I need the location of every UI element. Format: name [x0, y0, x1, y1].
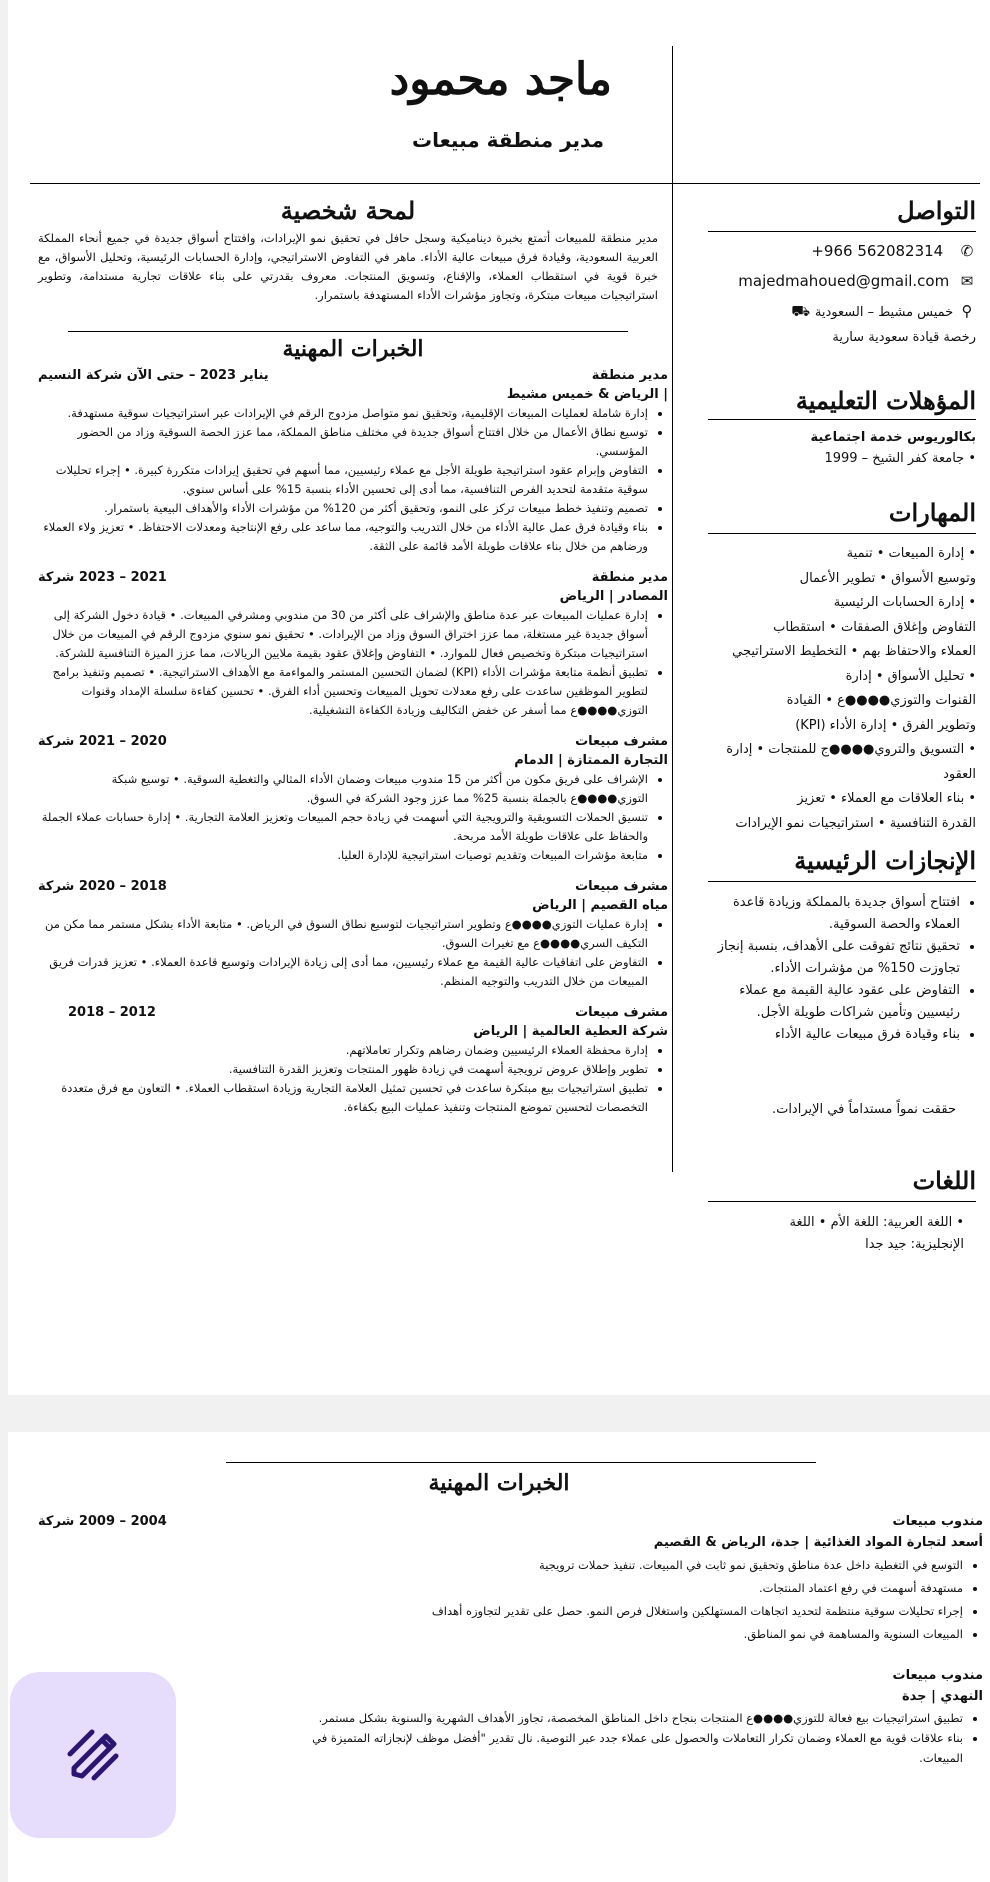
- job-bullet: • تطبيق أنظمة متابعة مؤشرات الأداء (KPI) لضمان التحسين المستمر والمواءمة مع الأهداف الاستراتيجية. • تصميم وتنفيذ برامج لتطوير الموظفين ساعدت على رفع معدلات تحويل المبيعات وتحسين أداء الفرق. • تحسين كفاءة سلسلة الإمداد وقنوات التوزي●●●●ع مما أسفر عن خفض التكاليف وزيادة الكفاءة التشغيلية.: [38, 663, 648, 720]
- achievement-item: • افتتاح أسواق جديدة بالمملكة وزيادة قاعدة العملاء والحصة السوقية.: [708, 892, 960, 936]
- achievements-list: [708, 892, 976, 1046]
- job-bullet: • متابعة مؤشرات المبيعات وتقديم توصيات استراتيجية للإدارة العليا.: [38, 846, 648, 865]
- achievement-item: • التفاوض على عقود عالية القيمة مع عملاء رئيسيين وتأمين شراكات طويلة الأجل.: [708, 980, 960, 1024]
- job-entry: [38, 570, 668, 720]
- job-entry: [38, 734, 668, 865]
- job-title: مدير منطقة: [591, 570, 668, 585]
- skill-line: التفاوض وإغلاق الصفقات • استقطاب: [773, 619, 976, 635]
- edit-fab-button[interactable]: [10, 1672, 176, 1838]
- job-dates: 2012 – 2018: [68, 1005, 156, 1020]
- job-title: مشرف مبيعات: [575, 879, 668, 894]
- job-bullet: • بناء وقيادة فرق عمل عالية الأداء من خلال التدريب والتوجيه، مما ساعد على رفع الإنتاجية ومعدلات الاحتفاظ. • تعزيز ولاء العملاء ورضاهم من خلال بناء علاقات طويلة الأمد قائمة على الثقة.: [38, 518, 648, 556]
- location-row: [708, 302, 976, 322]
- email-row: [708, 272, 976, 290]
- job-dates: 2004 – 2009 شركة: [38, 1514, 167, 1529]
- job-bullet: • التفاوض وإبرام عقود استراتيجية طويلة الأجل مع عملاء رئيسيين، مما أسهم في تحقيق إيرادات متكررة كبيرة. • إجراء تحليلات سوقية متقدمة لتحديد الفرص التنافسية، مما أدى إلى تحسين الأداء بنسبة 15% على أساس سنوي.: [38, 461, 648, 499]
- skill-line: • تحليل الأسواق • إدارة: [845, 668, 976, 684]
- page2-experience-section: [38, 1514, 983, 1768]
- skill-line: القدرة التنافسية • استراتيجيات نمو الإيرادات: [735, 815, 976, 831]
- skill-line: • إدارة المبيعات • تنمية: [846, 546, 976, 561]
- location-pin-icon: ⚲: [961, 302, 973, 320]
- email-icon: ✉: [960, 272, 974, 290]
- job-company: النهدي | جدة: [901, 1689, 983, 1704]
- job-bullets: [38, 606, 668, 720]
- contact-divider: [708, 231, 976, 232]
- achievements-heading: الإنجازات الرئيسية: [794, 846, 976, 875]
- license-text: رخصة قيادة سعودية سارية: [832, 330, 976, 345]
- job-title: مدير منطقة مبيعات: [412, 128, 604, 152]
- profile-text: مدير منطقة للمبيعات أتمتع بخبرة ديناميكية وسجل حافل في تحقيق نمو الإيرادات، وافتتاح أسواق جديدة في جميع أنحاء المملكة العربية السعودية، وقيادة فرق مبيعات عالية الأداء. ماهر في التفاوض الاستراتيجي، وإدارة الحسابات الرئيسية، وتحليل الأسواق، مع خبرة قوية في استقطاب العملاء، والإقناع، وتسويق المنتجات. معروف بقدرتي على بناء علاقات تجارية مستدامة، وتطوير استراتيجيات مبيعات مبتكرة، وتجاوز مؤشرات الأداء المستهدفة باستمرار.: [38, 231, 658, 302]
- job-bullets: [38, 404, 668, 556]
- job-company: | الرياض & خميس مشيط: [506, 387, 668, 402]
- languages-divider: [708, 1201, 976, 1202]
- job-bullet: • تنسيق الحملات التسويقية والترويجية التي أسهمت في زيادة حجم المبيعات وتعزيز العلامة التجارية. • إدارة حسابات عملاء الجملة والحفاظ على علاقات طويلة الأمد مربحة.: [38, 808, 648, 846]
- job-bullets: [38, 1708, 983, 1768]
- skill-line: العملاء والاحتفاظ بهم • التخطيط الاستراتيجي: [732, 644, 976, 659]
- job-entry: [38, 1668, 983, 1768]
- languages-section: [708, 1166, 976, 1256]
- skills-heading: المهارات: [888, 498, 976, 527]
- job-bullet: • تطبيق استراتيجيات بيع مبتكرة ساعدت في تحسين تمثيل العلامة التجارية وزيادة استقطاب العملاء. • التعاون مع فرق متعددة التخصصات لتحسين تموضع المنتجات وتنفيذ عمليات البيع بكفاءة.: [38, 1079, 648, 1117]
- page2-top-divider: [226, 1462, 816, 1463]
- job-title: مندوب مبيعات: [892, 1514, 983, 1529]
- page2-experience-heading: الخبرات المهنية: [428, 1470, 570, 1496]
- job-bullet: • تطبيق استراتيجيات بيع فعالة للتوزي●●●●ع المنتجات بنجاح داخل المناطق المخصصة، تجاوز الأهداف الشهرية والسنوية بشكل مستمر.: [278, 1708, 963, 1728]
- profile-heading: لمحة شخصية: [280, 196, 416, 225]
- languages-line-2: الإنجليزية: جيد جدا: [865, 1237, 964, 1252]
- education-divider: [708, 419, 976, 420]
- job-bullets: [38, 1554, 983, 1646]
- job-bullet: • تطوير وإطلاق عروض ترويجية أسهمت في زيادة ظهور المنتجات وتعزيز القدرة التنافسية.: [38, 1060, 648, 1079]
- pencil-ruler-icon: [62, 1724, 124, 1786]
- languages-line-1: اللغة العربية: اللغة الأم • اللغة: [789, 1215, 953, 1230]
- person-name: ماجد محمود: [389, 54, 612, 105]
- job-company: المصادر | الرياض: [559, 589, 668, 604]
- job-bullet: • تصميم وتنفيذ خطط مبيعات تركز على النمو، وتحقيق أكثر من 120% من مؤشرات الأداء والأهداف البيعية باستمرار.: [38, 499, 648, 518]
- education-school: • جامعة كفر الشيخ – 1999: [824, 451, 976, 466]
- achievements-section: [708, 846, 976, 1117]
- phone-row: [708, 242, 976, 260]
- languages-line: • اللغة العربية: اللغة الأم • اللغة: [789, 1215, 964, 1230]
- job-entry: [38, 368, 668, 556]
- job-company: شركة العطية العالمية | الرياض: [473, 1024, 668, 1039]
- job-title: مندوب مبيعات: [892, 1668, 983, 1683]
- job-bullet: • التوسع في التغطية داخل عدة مناطق وتحقيق نمو ثابت في المبيعات. تنفيذ حملات ترويجية: [38, 1554, 963, 1577]
- contact-heading: التواصل: [897, 196, 976, 225]
- column-divider: [672, 184, 673, 1172]
- job-dates: يناير 2023 – حتى الآن شركة النسيم: [38, 368, 269, 383]
- job-entry: [38, 1005, 668, 1117]
- contact-section: [708, 190, 976, 345]
- phone-text[interactable]: +966 562082314: [811, 242, 944, 260]
- car-icon: ⛟: [791, 302, 811, 320]
- job-dates: 2020 – 2021 شركة: [38, 734, 167, 749]
- job-dates: 2018 – 2020 شركة: [38, 879, 167, 894]
- skill-line: • إدارة الحسابات الرئيسية: [833, 595, 976, 610]
- header-divider-vertical: [672, 46, 673, 184]
- experience-section: [38, 336, 668, 1117]
- header-divider-horizontal: [30, 183, 980, 184]
- job-title: مشرف مبيعات: [575, 1005, 668, 1020]
- job-bullet: • بناء علاقات قوية مع العملاء وضمان تكرار التعاملات والحصول على عملاء جدد عبر التوصية. نال تقدير "أفضل موظف لإنجازاته المتميزة في المبيعات.: [278, 1728, 963, 1768]
- job-title: مدير منطقة: [591, 368, 668, 383]
- education-degree: بكالوريوس خدمة اجتماعية: [810, 430, 976, 445]
- profile-divider: [68, 331, 628, 332]
- skill-line: القنوات والتوزي●●●●ع • القيادة: [786, 693, 976, 708]
- job-bullet: • مستهدفة أسهمت في رفع اعتماد المنتجات.: [38, 1577, 963, 1600]
- job-bullets: [38, 915, 668, 991]
- achievement-item: • تحقيق نتائج تفوقت على الأهداف، بنسبة إنجاز تجاوزت 150% من مؤشرات الأداء.: [708, 936, 960, 980]
- email-text[interactable]: majedmahoued@gmail.com: [738, 272, 950, 290]
- achievements-divider: [708, 881, 976, 882]
- job-bullets: [38, 770, 668, 865]
- skill-line: • بناء العلاقات مع العملاء • تعزيز: [797, 791, 976, 806]
- skill-line: العقود: [943, 766, 976, 782]
- skill-line: وتطوير الفرق • إدارة الأداء (KPI): [795, 717, 976, 733]
- job-dates: 2021 – 2023 شركة: [38, 570, 167, 585]
- job-company: التجارة الممتازة | الدمام: [514, 753, 668, 768]
- job-bullet: • توسيع نطاق الأعمال من خلال افتتاح أسواق جديدة في مختلف مناطق المملكة، مما عزز الحصة السوقية وزاد من الحضور المؤسسي.: [38, 423, 648, 461]
- skills-section: [708, 498, 976, 836]
- skill-line: وتوسيع الأسواق • تطوير الأعمال: [799, 570, 976, 586]
- resume-page-1: [8, 0, 990, 1395]
- skills-list: [708, 542, 976, 836]
- education-section: [708, 386, 976, 466]
- job-bullet: • إدارة شاملة لعمليات المبيعات الإقليمية، وتحقيق نمو متواصل مزدوج الرقم في الإيرادات عبر استراتيجيات سوقية مستهدفة.: [38, 404, 648, 423]
- job-bullet: • إجراء تحليلات سوقية منتظمة لتحديد اتجاهات المستهلكين واستغلال فرص النمو. حصل على تقدير لتجاوزه أهداف: [38, 1600, 963, 1623]
- profile-section: [38, 196, 658, 305]
- job-bullet: • التفاوض على اتفاقيات عالية القيمة مع عملاء رئيسيين، مما أدى إلى زيادة الإيرادات وتوسيع قاعدة العملاء. • تعزيز قدرات فريق المبيعات من خلال التدريب والتوجيه المنظم.: [38, 953, 648, 991]
- achievement-note: حققت نمواً مستداماً في الإيرادات.: [771, 1102, 956, 1117]
- job-entry: [38, 1514, 983, 1646]
- skills-divider: [708, 533, 976, 534]
- job-bullet: • إدارة محفظة العملاء الرئيسيين وضمان رضاهم وتكرار تعاملاتهم.: [38, 1041, 648, 1060]
- job-company: مياه القصيم | الرياض: [532, 898, 668, 913]
- languages-heading: اللغات: [912, 1166, 976, 1195]
- job-bullets: [38, 1041, 668, 1117]
- education-school-text: جامعة كفر الشيخ – 1999: [824, 451, 965, 466]
- job-bullet: • إدارة عمليات المبيعات عبر عدة مناطق والإشراف على أكثر من 30 من مندوبي ومشرفي المبيعات. • قيادة دخول الشركة إلى أسواق جديدة غير مستغلة، مما عزز اختراق السوق وزاد من الإيرادات. • تحقيق نمو سنوي مزدوج الرقم في المبيعات من خلال استراتيجيات مبتكرة وتخصيص فعال للموارد. • التفاوض وإغلاق عقود بقيمة ملايين الريالات، مما عزز الميزة التنافسية للشركة.: [38, 606, 648, 663]
- job-company: أسعد لتجارة المواد الغذائية | جدة، الرياض & القصيم: [653, 1535, 983, 1550]
- job-title: مشرف مبيعات: [575, 734, 668, 749]
- job-entry: [38, 879, 668, 991]
- job-bullet: • المبيعات السنوية والمساهمة في نمو المناطق.: [38, 1623, 963, 1646]
- location-text: خميس مشيط – السعودية: [814, 305, 954, 320]
- job-bullet: • إدارة عمليات التوزي●●●●ع وتطوير استراتيجيات لتوسيع نطاق السوق في الرياض. • متابعة الأداء بشكل مستمر مما مكن من التكيف السري●●●●ع مع تغيرات السوق.: [38, 915, 648, 953]
- experience-heading: الخبرات المهنية: [282, 336, 424, 362]
- skill-line: • التسويق والتروي●●●●ج للمنتجات • إدارة: [726, 742, 976, 757]
- phone-icon: ✆: [960, 242, 974, 260]
- education-heading: المؤهلات التعليمية: [795, 386, 976, 415]
- job-bullet: • الإشراف على فريق مكون من أكثر من 15 مندوب مبيعات وضمان الأداء المثالي والتغطية السوقية. • توسيع شبكة التوزي●●●●ع بالجملة بنسبة 25% مما عزز وجود الشركة في السوق.: [38, 770, 648, 808]
- achievement-item: • بناء وقيادة فرق مبيعات عالية الأداء: [708, 1024, 960, 1046]
